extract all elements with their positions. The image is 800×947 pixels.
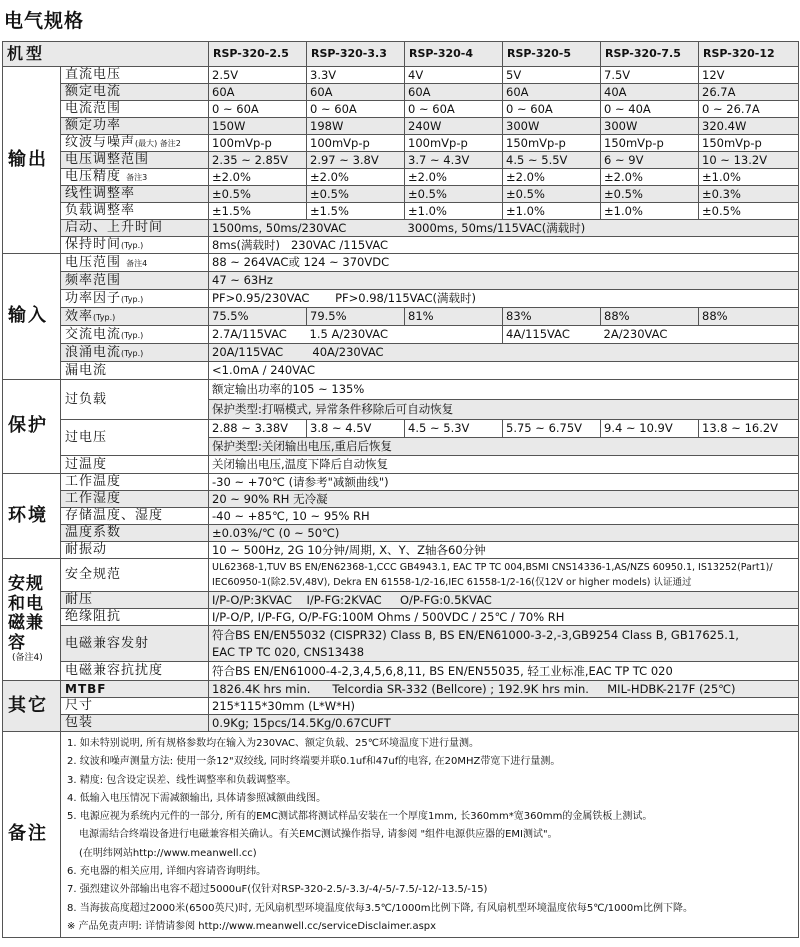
table-row [3, 326, 799, 344]
cell: 2.88 ~ 3.38V [209, 420, 307, 438]
row-label [61, 254, 209, 272]
row-label: 直流电压 [61, 67, 209, 84]
mtbf-mil: MIL-HDBK-217F (25℃) [607, 681, 736, 696]
model-name: RSP-320-4 [405, 42, 503, 67]
cell: 4.5 ~ 5.5V [503, 152, 601, 169]
table-row [3, 186, 799, 203]
cell: 88% [601, 308, 699, 326]
safety-line: IEC60950-1(除2.5V,48V), Dekra EN 61558-1/2-16,IEC 61558-1/2-16(仅12V or higher models) 认证通过 [212, 577, 692, 588]
cell: 保护类型:打嗝模式, 异常条件移除后可自动恢复 [209, 400, 799, 420]
safety-line: UL62368-1,TUV BS EN/EN62368-1,CCC GB4943.1, EAC TP TC 004,BSMI CNS14336-1,AS/NZS 60950.1, IS13252(Part1)/ [212, 562, 773, 573]
cell: ±1.5% [209, 203, 307, 220]
cell: 0 ~ 26.7A [699, 101, 799, 118]
inrush-230: 40A/230VAC [312, 345, 384, 360]
cell: ±1.5% [307, 203, 405, 220]
pf-230: PF>0.95/230VAC [212, 291, 310, 306]
section-protection: 保护 [3, 380, 61, 474]
label-text: 交流电流 [65, 326, 122, 342]
cell: ±2.0% [307, 169, 405, 186]
section-notes: 备注 [3, 732, 61, 938]
table-row [3, 698, 799, 715]
cell: 关闭输出电压,温度下降后自动恢复 [209, 456, 799, 474]
table-row [3, 420, 799, 438]
cell: 215*115*30mm (L*W*H) [209, 698, 799, 715]
cell: 100mVp-p [307, 135, 405, 152]
label-tag: (Typ.) [121, 330, 144, 340]
cell: 3.8 ~ 4.5V [307, 420, 405, 438]
label-tag: (Typ.) [121, 348, 144, 358]
cell: 保护类型:关闭输出电压,重启后恢复 [209, 438, 799, 456]
cell: ±1.0% [601, 203, 699, 220]
cell: 240W [405, 118, 503, 135]
cell: 9.4 ~ 10.9V [601, 420, 699, 438]
row-label: 漏电流 [61, 362, 209, 380]
cell: 0 ~ 60A [307, 101, 405, 118]
cell: 符合BS EN/EN61000-4-2,3,4,5,6,8,11, BS EN/EN55035, 轻工业标准,EAC TP TC 020 [209, 662, 799, 681]
cell: 2.5V [209, 67, 307, 84]
mtbf-telcordia: Telcordia SR-332 (Bellcore) ; 192.9K hrs min. [332, 681, 589, 696]
row-label: 工作湿度 [61, 491, 209, 508]
label-text: 电压精度 [65, 169, 122, 185]
hold-time-value: 8ms(满载时) [212, 237, 280, 252]
section-others: 其它 [3, 681, 61, 732]
row-label [61, 344, 209, 362]
cell: 100mVp-p [405, 135, 503, 152]
cell: ±2.0% [405, 169, 503, 186]
inrush-115: 20A/115VAC [212, 345, 284, 360]
row-label: 电压调整范围 [61, 152, 209, 169]
cell: 12V [699, 67, 799, 84]
row-label [61, 135, 209, 152]
row-label [61, 290, 209, 308]
table-row [3, 237, 799, 254]
emc-line: 符合BS EN/EN55032 (CISPR32) Class B, BS EN/EN61000-3-2,-3,GB9254 Class B, GB17625.1, [212, 627, 739, 642]
model-name: RSP-320-3.3 [307, 42, 405, 67]
cell: 60A [405, 84, 503, 101]
table-row [3, 152, 799, 169]
section-safety-note: (备注4) [12, 653, 43, 664]
cell: ±0.5% [405, 186, 503, 203]
row-label: 耐压 [61, 592, 209, 609]
cell: 20 ~ 90% RH 无冷凝 [209, 491, 799, 508]
row-label: 启动、上升时间 [61, 220, 209, 237]
cell: -30 ~ +70℃ (请参考"减额曲线") [209, 474, 799, 491]
table-row [3, 609, 799, 626]
cell: ±0.3% [699, 186, 799, 203]
label-tag: (Typ.) [93, 312, 116, 322]
row-label: 电磁兼容抗扰度 [61, 662, 209, 681]
label-tag: 备注3 [126, 173, 148, 183]
label-text: 保持时间 [65, 237, 122, 253]
row-label: 耐振动 [61, 542, 209, 559]
cell: ±1.0% [699, 169, 799, 186]
note-item: 7. 强烈建议外部输出电容不超过5000uF(仅针对RSP-320-2.5/-3.3/-4/-5/-7.5/-12/-13.5/-15) [67, 884, 488, 896]
row-label: 电磁兼容发射 [61, 626, 209, 662]
cell: ±0.5% [699, 203, 799, 220]
cell: 40A [601, 84, 699, 101]
pf-115: PF>0.98/115VAC(满载时) [335, 291, 476, 306]
cell: 10 ~ 13.2V [699, 152, 799, 169]
cell [209, 626, 799, 662]
cell: ±1.0% [503, 203, 601, 220]
model-name: RSP-320-12 [699, 42, 799, 67]
table-row [3, 220, 799, 237]
hold-time-condition: 230VAC /115VAC [290, 237, 389, 252]
table-row [3, 118, 799, 135]
spec-table [2, 41, 799, 938]
cell: 60A [503, 84, 601, 101]
cell: 0 ~ 60A [209, 101, 307, 118]
cell: 2A/230VAC [601, 326, 799, 344]
table-row [3, 525, 799, 542]
table-row [3, 135, 799, 152]
cell: 0 ~ 40A [601, 101, 699, 118]
cell: 4.5 ~ 5.3V [405, 420, 503, 438]
note-item: 5. 电源应视为系统内元件的一部分, 所有的EMC测试都将测试样品安装在一个厚度1mm, 长360mm*宽360mm的金属铁板上测试。 [67, 811, 653, 823]
row-label: 负载调整率 [61, 203, 209, 220]
cell: 300W [601, 118, 699, 135]
row-label: MTBF [61, 681, 209, 698]
model-name: RSP-320-2.5 [209, 42, 307, 67]
row-label [61, 169, 209, 186]
table-row [3, 626, 799, 662]
cell: 10 ~ 500Hz, 2G 10分钟/周期, X、Y、Z轴各60分钟 [209, 542, 799, 559]
row-label: 安全规范 [61, 559, 209, 592]
label-text: 功率因子 [65, 290, 122, 306]
cell: 198W [307, 118, 405, 135]
cell: 0 ~ 60A [503, 101, 601, 118]
table-row [3, 715, 799, 732]
table-row [3, 380, 799, 400]
cell: ±2.0% [601, 169, 699, 186]
row-label: 额定电流 [61, 84, 209, 101]
row-label [61, 326, 209, 344]
cell: 1500ms, 50ms/230VAC [209, 220, 405, 237]
withstand-ip-op: I/P-O/P:3KVAC [212, 592, 292, 607]
row-label: 线性调整率 [61, 186, 209, 203]
cell: 0 ~ 60A [405, 101, 503, 118]
cell: ±0.5% [307, 186, 405, 203]
cell: ±1.0% [405, 203, 503, 220]
cell: 88% [699, 308, 799, 326]
cell: 60A [307, 84, 405, 101]
cell: <1.0mA / 240VAC [209, 362, 799, 380]
notes-block [61, 732, 799, 938]
cell [209, 344, 799, 362]
note-item: 电源需结合终端设备进行电磁兼容相关确认。有关EMC测试操作指导, 请参阅 "组件电源供应器的EMI测试"。 [79, 829, 558, 841]
table-row [3, 254, 799, 272]
label-tag: (Typ.) [121, 294, 144, 304]
cell: 81% [405, 308, 503, 326]
cell: 1.5 A/230VAC [307, 326, 503, 344]
cell: 79.5% [307, 308, 405, 326]
cell: 150mVp-p [699, 135, 799, 152]
row-label: 工作温度 [61, 474, 209, 491]
cell: 4A/115VAC [503, 326, 601, 344]
cell: ±0.5% [503, 186, 601, 203]
note-item: 3. 精度: 包含设定误差、线性调整率和负载调整率。 [67, 774, 297, 786]
model-name: RSP-320-7.5 [601, 42, 699, 67]
cell [209, 237, 799, 254]
table-row [3, 203, 799, 220]
cell: 150mVp-p [601, 135, 699, 152]
section-environment: 环境 [3, 474, 61, 559]
label-text: 效率 [65, 308, 94, 324]
table-row [3, 344, 799, 362]
note-item: (在明纬网站http://www.meanwell.cc) [79, 847, 257, 859]
cell: ±0.03%/℃ (0 ~ 50℃) [209, 525, 799, 542]
row-label: 存储温度、湿度 [61, 508, 209, 525]
cell: 3000ms, 50ms/115VAC(满载时) [405, 220, 799, 237]
row-label: 尺寸 [61, 698, 209, 715]
cell: 60A [209, 84, 307, 101]
label-tag: (最大) 备注2 [135, 139, 181, 149]
label-tag: (Typ.) [121, 241, 144, 251]
table-row [3, 508, 799, 525]
section-safety-emc [3, 559, 61, 681]
note-item: 1. 如未特别说明, 所有规格参数均在输入为230VAC、额定负载、25℃环境温度下进行量测。 [67, 738, 479, 749]
row-label: 额定功率 [61, 118, 209, 135]
table-row [3, 272, 799, 290]
table-row [3, 67, 799, 84]
cell: ±0.5% [209, 186, 307, 203]
label-text: 电压范围 [65, 254, 122, 270]
cell: 100mVp-p [209, 135, 307, 152]
table-row [3, 308, 799, 326]
cell: 5V [503, 67, 601, 84]
cell: 5.75 ~ 6.75V [503, 420, 601, 438]
table-row [3, 662, 799, 681]
cell: 2.7A/115VAC [209, 326, 307, 344]
cell: 7.5V [601, 67, 699, 84]
cell: -40 ~ +85℃, 10 ~ 95% RH [209, 508, 799, 525]
cell: 0.9Kg; 15pcs/14.5Kg/0.67CUFT [209, 715, 799, 732]
section-safety-title: 安规和电磁兼容 [8, 574, 44, 653]
cell: 26.7A [699, 84, 799, 101]
table-row [3, 456, 799, 474]
row-label: 过电压 [61, 420, 209, 456]
row-label: 过温度 [61, 456, 209, 474]
table-row [3, 101, 799, 118]
note-item: 8. 当海拔高度超过2000米(6500英尺)时, 无风扇机型环境温度依每3.5℃/1000m比例下降, 有风扇机型环境温度依每5℃/1000m比例下降。 [67, 902, 693, 914]
table-row [3, 362, 799, 380]
table-row [3, 681, 799, 698]
row-label [61, 237, 209, 254]
label-text: 浪涌电流 [65, 344, 122, 360]
emc-line: EAC TP TC 020, CNS13438 [212, 644, 365, 659]
cell: I/P-O/P, I/P-FG, O/P-FG:100M Ohms / 500VDC / 25℃ / 70% RH [209, 609, 799, 626]
label-tag: 备注4 [126, 258, 148, 268]
withstand-ip-fg: I/P-FG:2KVAC [306, 592, 382, 607]
table-row [3, 290, 799, 308]
table-row [3, 592, 799, 609]
cell [209, 681, 799, 698]
cell: 150W [209, 118, 307, 135]
cell: 4V [405, 67, 503, 84]
table-row [3, 491, 799, 508]
cell: 150mVp-p [503, 135, 601, 152]
cell: 2.35 ~ 2.85V [209, 152, 307, 169]
model-header-row [3, 42, 799, 67]
note-item: 4. 低输入电压情况下需减额输出, 具体请参照减额曲线图。 [67, 792, 327, 804]
note-item: 2. 纹波和噪声测量方法: 使用一条12"双绞线, 同时终端要并联0.1uf和47uf的电容, 在20MHZ带宽下进行量测。 [67, 756, 561, 768]
row-label: 频率范围 [61, 272, 209, 290]
cell: ±2.0% [503, 169, 601, 186]
section-output: 输出 [3, 67, 61, 254]
withstand-op-fg: O/P-FG:0.5KVAC [399, 592, 492, 607]
section-input: 输入 [3, 254, 61, 380]
cell: ±0.5% [601, 186, 699, 203]
table-row [3, 84, 799, 101]
cell: 75.5% [209, 308, 307, 326]
cell: 47 ~ 63Hz [209, 272, 799, 290]
row-label: 电流范围 [61, 101, 209, 118]
table-row [3, 732, 799, 938]
row-label: 绝缘阻抗 [61, 609, 209, 626]
cell: 2.97 ~ 3.8V [307, 152, 405, 169]
cell [209, 290, 799, 308]
note-item: ※ 产品免责声明: 详情请参阅 http://www.meanwell.cc/serviceDisclaimer.aspx [67, 920, 437, 932]
table-row [3, 542, 799, 559]
cell [209, 592, 799, 609]
row-label: 包装 [61, 715, 209, 732]
cell: 83% [503, 308, 601, 326]
cell: 3.3V [307, 67, 405, 84]
page-title: 电气规格 [4, 10, 85, 32]
mtbf-value: 1826.4K hrs min. [212, 681, 311, 696]
cell: 300W [503, 118, 601, 135]
row-label: 温度系数 [61, 525, 209, 542]
row-label: 过负载 [61, 380, 209, 420]
model-header-label: 机型 [3, 42, 209, 67]
cell: ±2.0% [209, 169, 307, 186]
cell: 320.4W [699, 118, 799, 135]
cell [209, 559, 799, 592]
table-row [3, 169, 799, 186]
table-row [3, 559, 799, 592]
cell: 6 ~ 9V [601, 152, 699, 169]
table-row [3, 474, 799, 491]
label-text: 纹波与噪声 [65, 135, 136, 151]
cell: 3.7 ~ 4.3V [405, 152, 503, 169]
note-item: 6. 充电器的相关应用, 详细内容请咨询明纬。 [67, 866, 267, 878]
row-label [61, 308, 209, 326]
cell: 13.8 ~ 16.2V [699, 420, 799, 438]
model-name: RSP-320-5 [503, 42, 601, 67]
cell: 额定输出功率的105 ~ 135% [209, 380, 799, 400]
cell: 88 ~ 264VAC或 124 ~ 370VDC [209, 254, 799, 272]
